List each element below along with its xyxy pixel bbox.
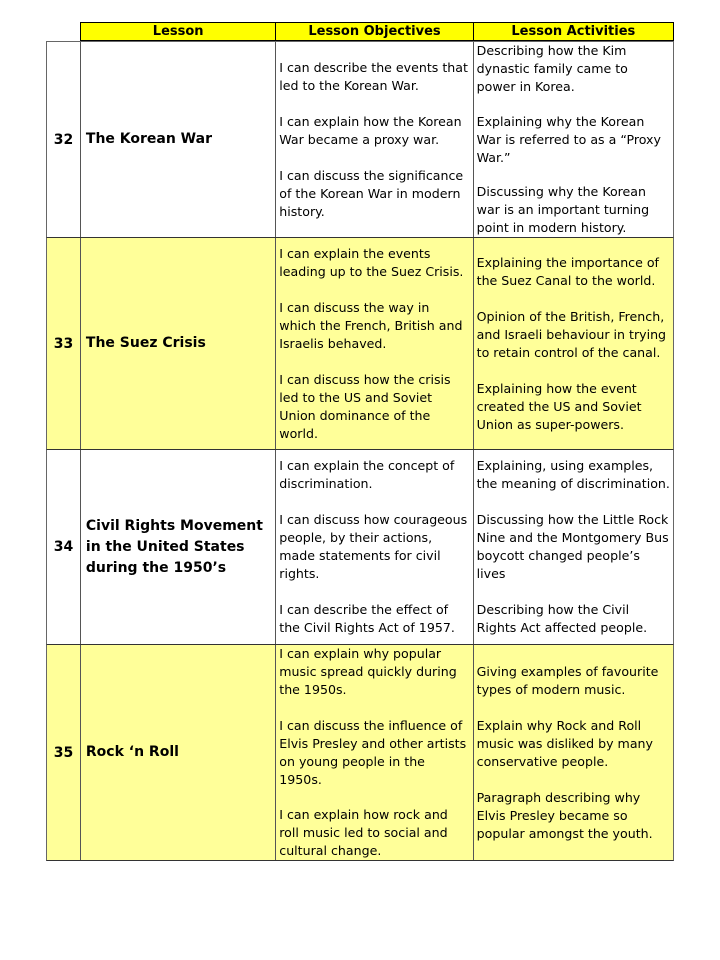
objective: I can describe the events that led to the Korean War. bbox=[279, 59, 468, 93]
table-header bbox=[80, 22, 674, 41]
lesson-number: 32 bbox=[47, 42, 81, 237]
lesson-activities bbox=[474, 42, 673, 237]
objective: I can explain how rock and roll music led to social and cultural change. bbox=[279, 807, 448, 858]
objective: I can explain how the Korean War became a proxy war. bbox=[279, 113, 462, 147]
activity: Explaining why the Korean War is referred to as a “Proxy War.” bbox=[476, 113, 661, 165]
lesson-objectives bbox=[276, 238, 473, 449]
objective: I can discuss how the crisis led to the US and Soviet Union dominance of the world. bbox=[279, 371, 451, 441]
table-row bbox=[46, 41, 674, 238]
activity: Giving examples of favourite types of modern music. bbox=[476, 663, 659, 697]
objective: I can describe the effect of the Civil Rights Act of 1957. bbox=[279, 602, 455, 635]
objective: I can explain the concept of discrimination. bbox=[279, 458, 455, 491]
activity: Opinion of the British, French, and Israeli behaviour in trying to retain control of the canal. bbox=[476, 308, 667, 360]
lesson-title: Rock ‘n Roll bbox=[81, 645, 276, 860]
lesson-activities bbox=[474, 238, 673, 449]
table-row bbox=[46, 645, 674, 861]
lesson-number: 35 bbox=[47, 645, 81, 860]
objective: I can discuss the way in which the French, British and Israelis behaved. bbox=[279, 299, 463, 351]
lesson-number: 33 bbox=[47, 238, 81, 449]
activity: Explaining how the event created the US and Soviet Union as super-powers. bbox=[476, 380, 642, 432]
activity: Paragraph describing why Elvis Presley became so popular amongst the youth. bbox=[476, 789, 653, 841]
activity: Explaining, using examples, the meaning of discrimination. bbox=[476, 458, 670, 491]
lesson-objectives bbox=[276, 645, 473, 860]
lesson-title: The Suez Crisis bbox=[81, 238, 276, 449]
header-lesson: Lesson bbox=[81, 23, 276, 40]
objective: I can discuss how courageous people, by their actions, made statements for civil rights. bbox=[279, 512, 468, 581]
objective: I can explain why popular music spread quickly during the 1950s. bbox=[279, 646, 457, 697]
lesson-table bbox=[46, 41, 674, 861]
activity: Explain why Rock and Roll music was disliked by many conservative people. bbox=[476, 717, 653, 769]
activity: Explaining the importance of the Suez Canal to the world. bbox=[476, 254, 659, 288]
lesson-number: 34 bbox=[47, 450, 81, 644]
activity: Discussing how the Little Rock Nine and the Montgomery Bus boycott changed people’s lives bbox=[476, 512, 669, 581]
header-activities: Lesson Activities bbox=[511, 24, 636, 39]
activity: Describing how the Kim dynastic family came to power in Korea. bbox=[476, 43, 628, 94]
lesson-title: Civil Rights Movement in the United States during the 1950’s bbox=[81, 450, 276, 644]
objective: I can discuss the significance of the Korean War in modern history. bbox=[279, 167, 464, 219]
lesson-title: The Korean War bbox=[81, 42, 276, 237]
activity: Describing how the Civil Rights Act affected people. bbox=[476, 602, 648, 635]
lesson-activities bbox=[474, 645, 673, 860]
lesson-objectives bbox=[276, 450, 473, 644]
objective: I can explain the events leading up to the Suez Crisis. bbox=[279, 245, 464, 279]
lesson-activities bbox=[474, 450, 673, 644]
header-objectives: Lesson Objectives bbox=[276, 23, 473, 40]
table-row bbox=[46, 238, 674, 450]
activity: Discussing why the Korean war is an important turning point in modern history. bbox=[476, 184, 650, 235]
lesson-objectives bbox=[276, 42, 473, 237]
objective: I can discuss the influence of Elvis Presley and other artists on young people in the 1950s. bbox=[279, 717, 467, 787]
table-row bbox=[46, 450, 674, 645]
